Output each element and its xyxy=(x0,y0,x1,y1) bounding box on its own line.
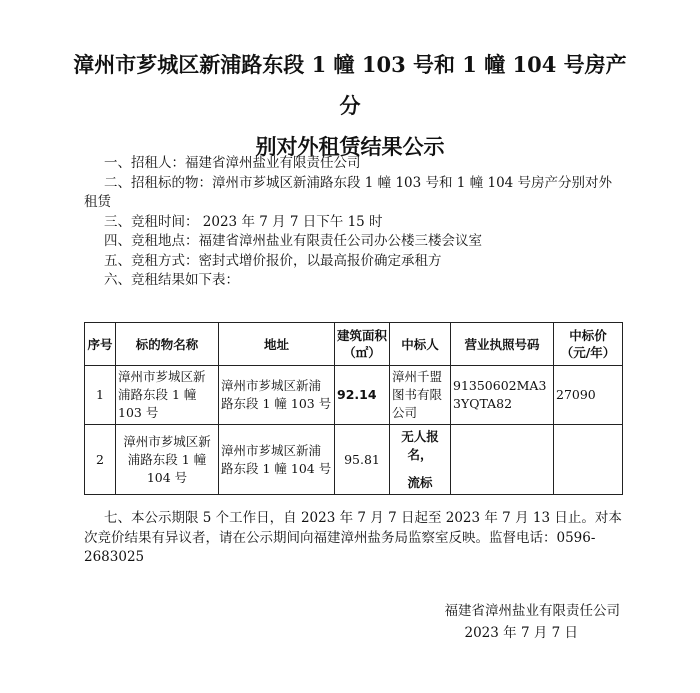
item-result-intro: 六、竞租结果如下表： xyxy=(104,272,239,288)
item-location: 四、竞租地点：福建省漳州盐业有限责任公司办公楼三楼会议室 xyxy=(104,233,482,249)
cell-winner-line-2: 流标 xyxy=(407,474,433,490)
notice-period xyxy=(84,509,624,568)
cell-license xyxy=(451,425,554,495)
cell-seq: 2 xyxy=(85,425,116,495)
table-row xyxy=(85,366,623,425)
cell-seq: 1 xyxy=(85,366,116,425)
cell-area: 95.81 xyxy=(335,425,390,495)
signature-block xyxy=(400,600,620,644)
header-address: 地址 xyxy=(219,323,335,366)
cell-address: 漳州市芗城区新浦路东段 1 幢 104 号 xyxy=(219,425,335,495)
header-license: 营业执照号码 xyxy=(451,323,554,366)
item-subject: 二、招租标的物：漳州市芗城区新浦路东段 1 幢 103 号和 1 幢 104 号房产分别对外 xyxy=(104,174,613,191)
header-seq: 序号 xyxy=(85,323,116,366)
title-line-2: 别对外租赁结果公示 xyxy=(255,134,445,159)
table-header-row xyxy=(85,323,623,366)
cell-name: 漳州市芗城区新浦路东段 1 幢 104 号 xyxy=(116,425,219,495)
item-lessor: 一、招租人：福建省漳州盐业有限责任公司 xyxy=(104,155,361,171)
page-title xyxy=(70,44,630,167)
cell-winner-line-1: 无人报名， xyxy=(401,428,439,462)
cell-name: 漳州市芗城区新浦路东段 1 幢 103 号 xyxy=(116,366,219,425)
cell-license: 91350602MA33YQTA82 xyxy=(451,366,554,425)
item-method: 五、竞租方式：密封式增价报价，以最高报价确定承租方 xyxy=(104,252,442,269)
header-winner: 中标人 xyxy=(390,323,451,366)
header-price: 中标价（元/年） xyxy=(554,323,623,366)
signature-date: 2023 年 7 月 7 日 xyxy=(464,625,578,641)
cell-price xyxy=(554,425,623,495)
cell-winner: 漳州千盟图书有限公司 xyxy=(390,366,451,425)
cell-address: 漳州市芗城区新浦路东段 1 幢 103 号 xyxy=(219,366,335,425)
cell-area: 92.14 xyxy=(335,366,390,425)
item-time: 三、竞租时间： 2023 年 7 月 7 日下午 15 时 xyxy=(104,213,383,230)
notice-items xyxy=(84,154,624,291)
title-line-1: 漳州市芗城区新浦路东段 1 幢 103 号和 1 幢 104 号房产分 xyxy=(73,52,627,118)
cell-price: 27090 xyxy=(554,366,623,425)
header-name: 标的物名称 xyxy=(116,323,219,366)
notice-text: 七、本公示期限 5 个工作日，自 2023 年 7 月 7 日起至 2023 年 7 月 13 日止。对本次竞价结果有异议者，请在公示期间向福建漳州盐务局监察室反映。监督电话：0596-2683025 xyxy=(84,510,622,565)
signature-company: 福建省漳州盐业有限责任公司 xyxy=(444,603,620,619)
item-subject-continued: 租赁 xyxy=(84,194,111,210)
header-area: 建筑面积（㎡） xyxy=(335,323,390,366)
result-table xyxy=(84,322,623,495)
table-row xyxy=(85,425,623,495)
cell-winner xyxy=(390,425,451,495)
